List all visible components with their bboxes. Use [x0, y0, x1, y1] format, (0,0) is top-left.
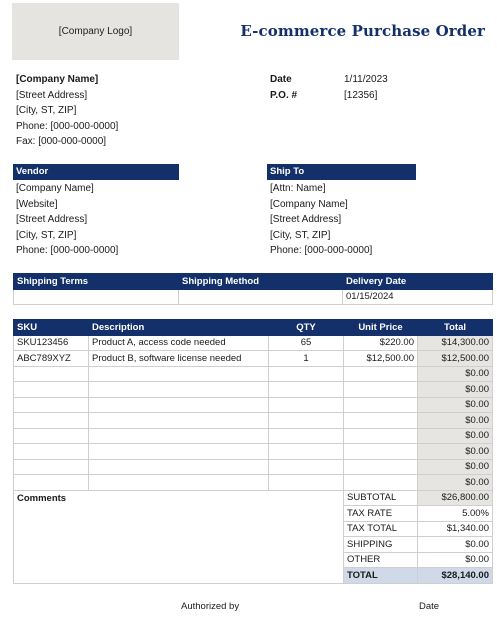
tax-rate-value[interactable]: 5.00%	[418, 506, 493, 522]
subtotal-value: $26,800.00	[418, 490, 493, 506]
qty-column-header: QTY	[269, 320, 344, 336]
company-fax: Fax: [000-000-0000]	[16, 136, 107, 147]
shipping-terms-header: Shipping Terms	[14, 274, 179, 290]
ship-to-company[interactable]: [Company Name]	[270, 198, 348, 210]
line-total-cell: $0.00	[418, 397, 493, 413]
other-label: OTHER	[344, 552, 418, 568]
subtotal-label: SUBTOTAL	[344, 490, 418, 506]
line-total-cell: $0.00	[418, 444, 493, 460]
sku-cell[interactable]	[14, 382, 89, 398]
company-logo-placeholder	[12, 3, 179, 60]
logo-placeholder-text: [Company Logo]	[58, 26, 133, 37]
comments-label: Comments	[17, 492, 67, 504]
vendor-website[interactable]: [Website]	[16, 198, 58, 210]
sku-cell[interactable]	[14, 397, 89, 413]
sku-cell[interactable]	[14, 428, 89, 444]
table-row	[14, 397, 493, 413]
sku-cell[interactable]	[14, 475, 89, 491]
qty-cell[interactable]	[269, 428, 344, 444]
qty-cell[interactable]	[269, 366, 344, 382]
sku-cell[interactable]	[14, 459, 89, 475]
table-row	[14, 428, 493, 444]
description-cell[interactable]: Product A, access code needed	[89, 335, 269, 351]
meta-labels	[270, 72, 297, 103]
total-column-header: Total	[418, 320, 493, 336]
total-label: TOTAL	[344, 568, 418, 584]
shipping-method-value[interactable]	[179, 289, 343, 305]
unit-price-cell[interactable]: $220.00	[344, 335, 418, 351]
unit-price-cell[interactable]	[344, 428, 418, 444]
authorized-by-label: Authorized by	[181, 601, 240, 612]
line-total-cell: $12,500.00	[418, 351, 493, 367]
qty-cell[interactable]	[269, 459, 344, 475]
sku-cell[interactable]: SKU123456	[14, 335, 89, 351]
shipping-table	[13, 273, 493, 305]
qty-cell[interactable]: 1	[269, 351, 344, 367]
date-label: Date	[270, 74, 292, 85]
line-total-cell: $0.00	[418, 366, 493, 382]
po-label: P.O. #	[270, 89, 298, 101]
ship-to-phone[interactable]: Phone: [000-000-0000]	[270, 245, 373, 256]
delivery-date-header: Delivery Date	[343, 274, 493, 290]
unit-price-column-header: Unit Price	[344, 320, 418, 336]
ship-to-street[interactable]: [Street Address]	[270, 214, 342, 225]
line-total-cell: $14,300.00	[418, 335, 493, 351]
line-total-cell: $0.00	[418, 413, 493, 429]
description-column-header: Description	[89, 320, 269, 336]
table-row	[14, 335, 493, 351]
qty-cell[interactable]	[269, 444, 344, 460]
vendor-header: Vendor	[13, 164, 179, 180]
description-cell[interactable]	[89, 397, 269, 413]
shipping-value[interactable]: $0.00	[418, 537, 493, 553]
company-phone: Phone: [000-000-0000]	[16, 120, 119, 132]
meta-values	[344, 72, 388, 103]
qty-cell[interactable]	[269, 413, 344, 429]
unit-price-cell[interactable]	[344, 413, 418, 429]
unit-price-cell[interactable]: $12,500.00	[344, 351, 418, 367]
vendor-info	[16, 181, 118, 259]
description-cell[interactable]	[89, 382, 269, 398]
vendor-street[interactable]: [Street Address]	[16, 214, 88, 225]
sku-cell[interactable]	[14, 366, 89, 382]
ship-to-city[interactable]: [City, ST, ZIP]	[270, 229, 331, 241]
table-row	[14, 444, 493, 460]
total-value: $28,140.00	[418, 568, 493, 584]
table-row	[14, 351, 493, 367]
line-total-cell: $0.00	[418, 428, 493, 444]
sku-column-header: SKU	[14, 320, 89, 336]
unit-price-cell[interactable]	[344, 397, 418, 413]
po-value[interactable]: [12356]	[344, 89, 378, 101]
description-cell[interactable]	[89, 444, 269, 460]
table-row	[14, 382, 493, 398]
description-cell[interactable]: Product B, software license needed	[89, 351, 269, 367]
signature-date-label: Date	[419, 601, 440, 612]
vendor-city[interactable]: [City, ST, ZIP]	[16, 229, 77, 241]
ship-to-header: Ship To	[267, 164, 416, 180]
table-row	[14, 459, 493, 475]
other-value[interactable]: $0.00	[418, 552, 493, 568]
company-street: [Street Address]	[16, 89, 88, 101]
sku-cell[interactable]	[14, 444, 89, 460]
description-cell[interactable]	[89, 366, 269, 382]
table-row	[14, 366, 493, 382]
tax-total-value: $1,340.00	[418, 521, 493, 537]
description-cell[interactable]	[89, 459, 269, 475]
delivery-date-value[interactable]: 01/15/2024	[343, 289, 493, 305]
vendor-phone[interactable]: Phone: [000-000-0000]	[16, 245, 119, 256]
unit-price-cell[interactable]	[344, 382, 418, 398]
comments-field[interactable]	[14, 490, 344, 583]
company-city: [City, ST, ZIP]	[16, 105, 77, 116]
date-value[interactable]: 1/11/2023	[344, 74, 388, 85]
line-total-cell: $0.00	[418, 382, 493, 398]
ship-to-attn[interactable]: [Attn: Name]	[270, 183, 326, 194]
line-total-cell: $0.00	[418, 459, 493, 475]
unit-price-cell[interactable]	[344, 444, 418, 460]
company-info	[16, 72, 118, 150]
description-cell[interactable]	[89, 413, 269, 429]
shipping-label: SHIPPING	[344, 537, 418, 553]
tax-total-label: TAX TOTAL	[344, 521, 418, 537]
qty-cell[interactable]	[269, 382, 344, 398]
items-table	[13, 319, 493, 584]
line-total-cell: $0.00	[418, 475, 493, 491]
table-row	[14, 413, 493, 429]
qty-cell[interactable]	[269, 475, 344, 491]
description-cell[interactable]	[89, 475, 269, 491]
unit-price-cell[interactable]	[344, 459, 418, 475]
unit-price-cell[interactable]	[344, 475, 418, 491]
tax-rate-label: TAX RATE	[344, 506, 418, 522]
table-row	[14, 475, 493, 491]
vendor-company[interactable]: [Company Name]	[16, 183, 94, 194]
qty-cell[interactable]: 65	[269, 335, 344, 351]
company-name: [Company Name]	[16, 74, 99, 85]
qty-cell[interactable]	[269, 397, 344, 413]
shipping-terms-value[interactable]	[14, 289, 179, 305]
description-cell[interactable]	[89, 428, 269, 444]
sku-cell[interactable]: ABC789XYZ	[14, 351, 89, 367]
page-title: E-commerce Purchase Order	[240, 22, 485, 40]
ship-to-info	[270, 181, 372, 259]
sku-cell[interactable]	[14, 413, 89, 429]
unit-price-cell[interactable]	[344, 366, 418, 382]
shipping-method-header: Shipping Method	[179, 274, 343, 290]
